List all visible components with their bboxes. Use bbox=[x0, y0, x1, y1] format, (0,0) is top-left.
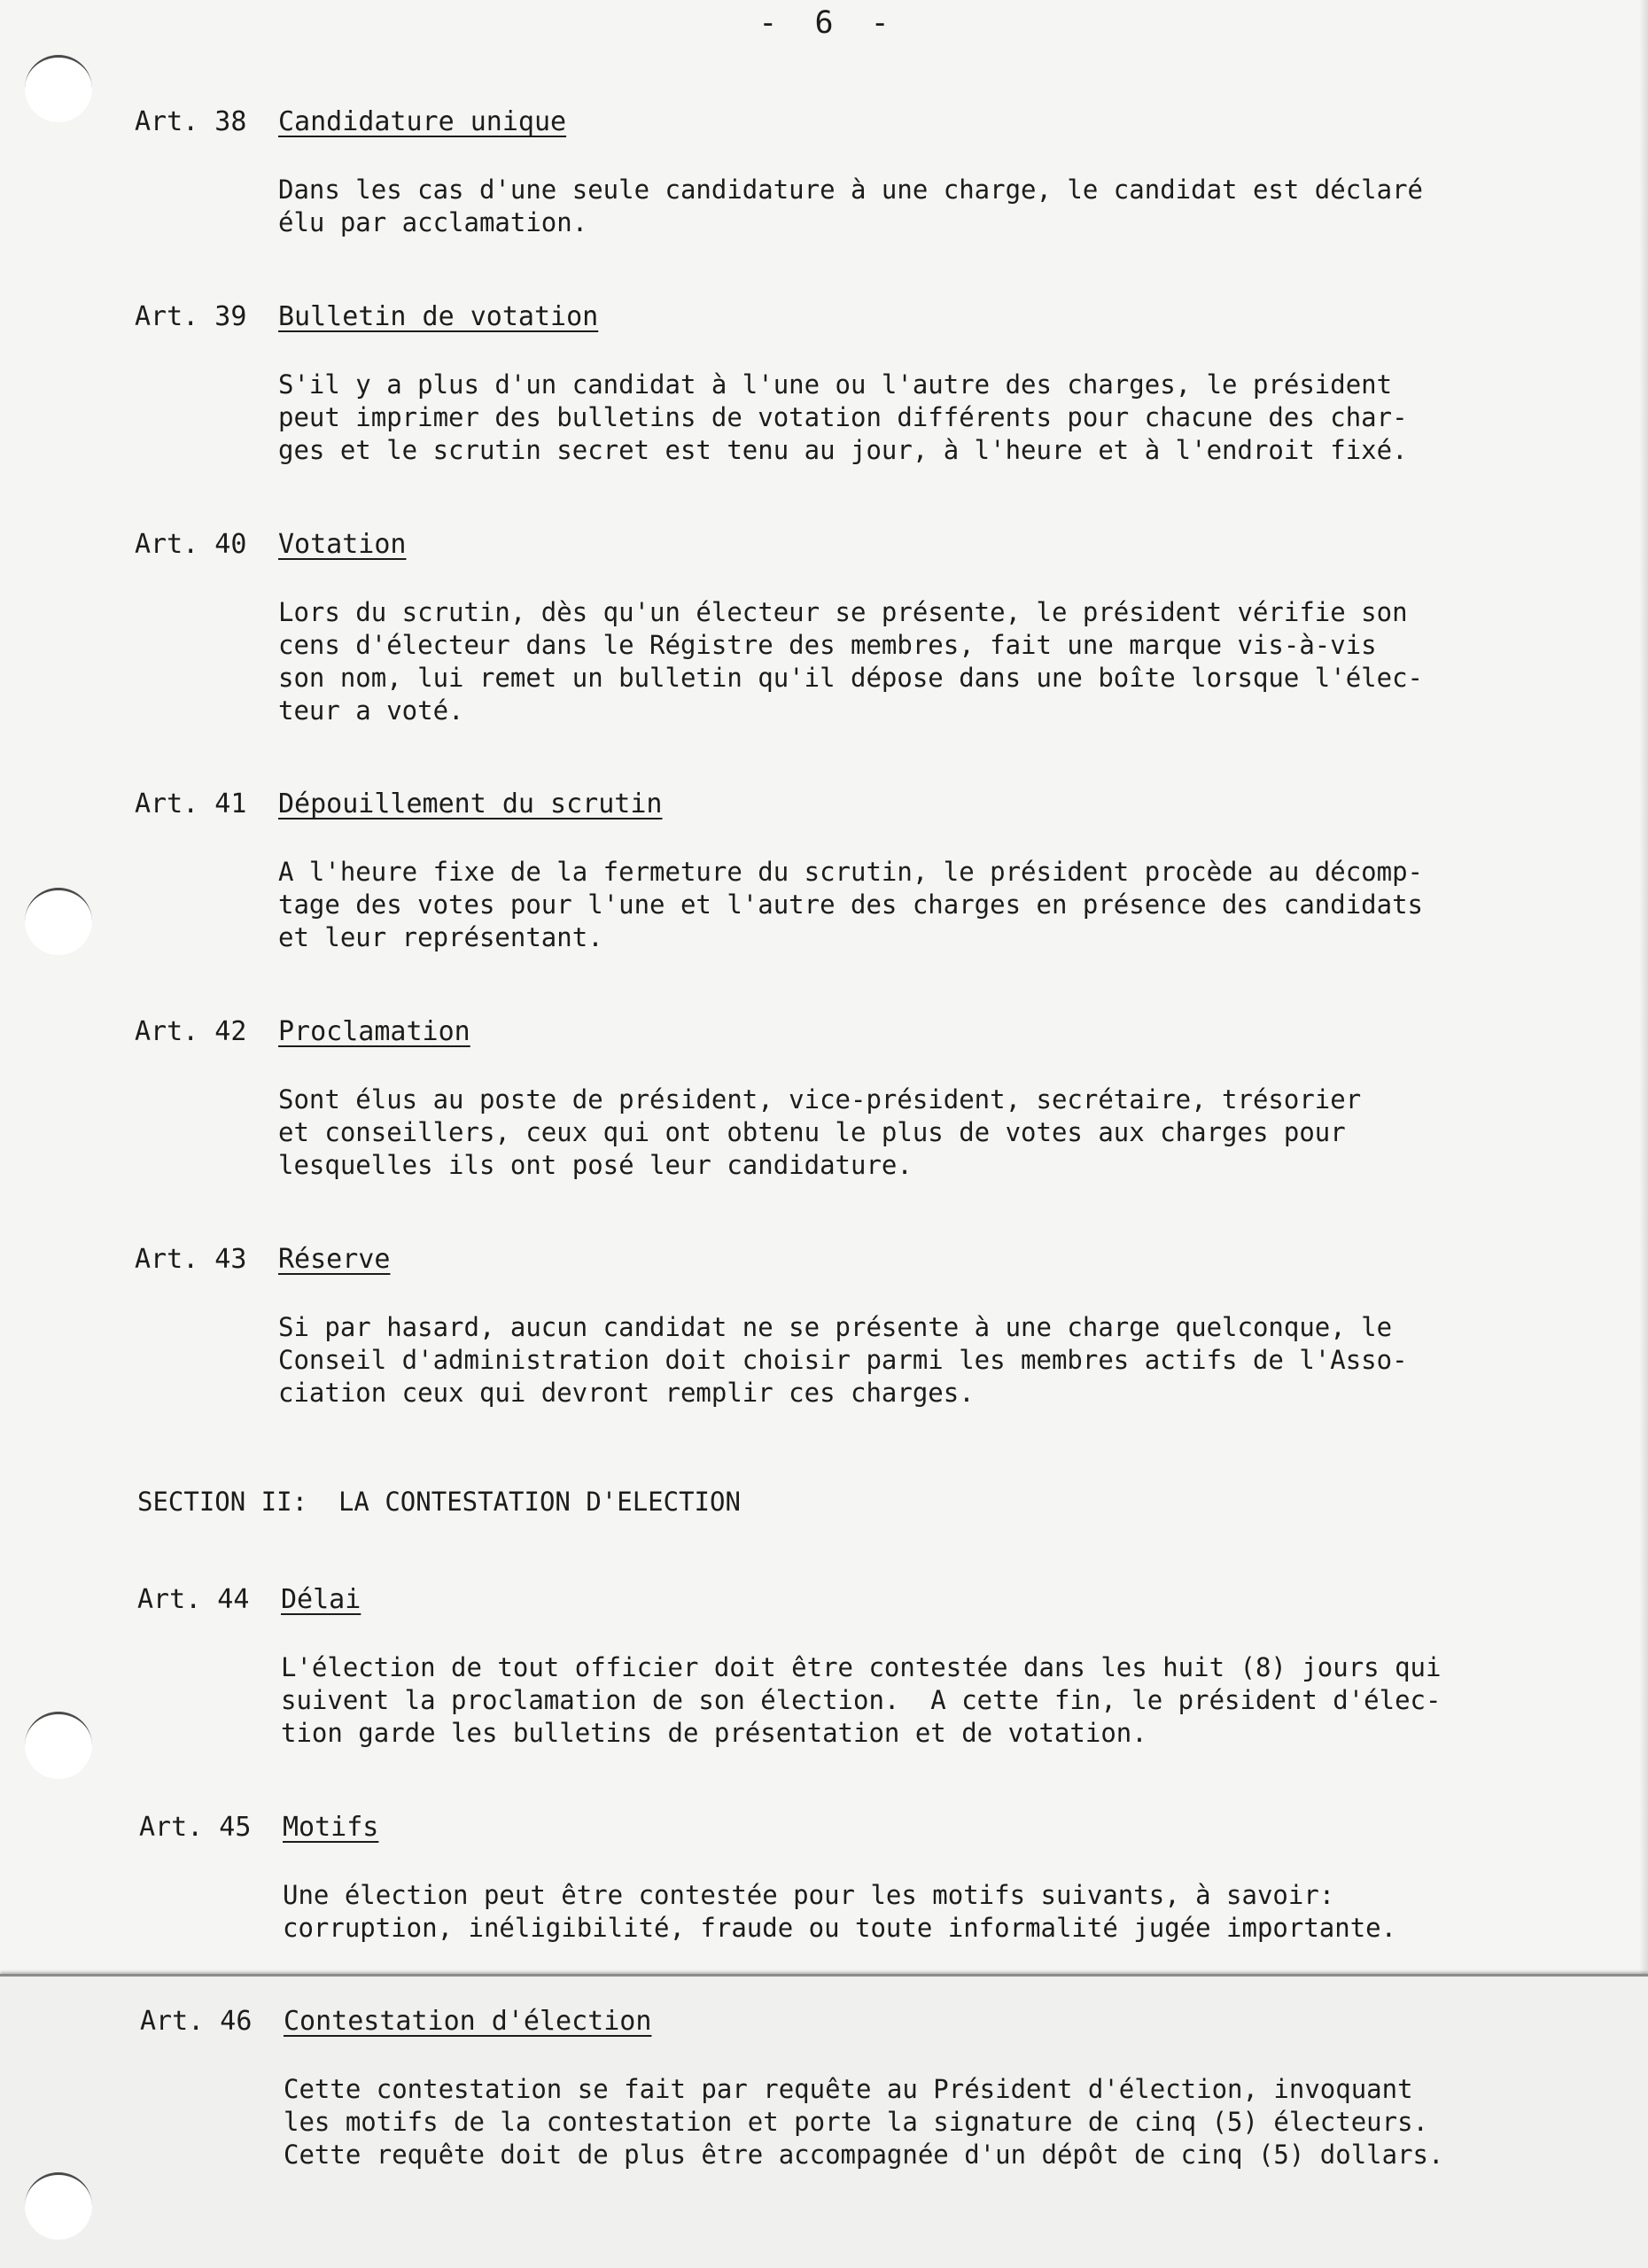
article-header bbox=[135, 1016, 1517, 1053]
article-line: tage des votes pour l'une et l'autre des charges en présence des candidats bbox=[278, 889, 1424, 920]
article-title: Délai bbox=[281, 1584, 361, 1615]
article-line: suivent la proclamation de son élection. A cette fin, le président d'élec- bbox=[281, 1685, 1442, 1715]
article-line: les motifs de la contestation et porte la signature de cinq (5) électeurs. bbox=[284, 2107, 1429, 2137]
page-number: - 6 - bbox=[758, 5, 890, 41]
article-body bbox=[278, 596, 1501, 727]
article-title: Votation bbox=[278, 529, 407, 560]
article-number: Art. 42 bbox=[135, 1016, 247, 1047]
article-line: Cette requête doit de plus être accompagnée d'un dépôt de cinq (5) dollars. bbox=[284, 2140, 1444, 2170]
article-line: ciation ceux qui devront remplir ces charges. bbox=[278, 1378, 975, 1408]
article-41 bbox=[135, 788, 1517, 954]
section-heading: SECTION II: LA CONTESTATION D'ELECTION bbox=[137, 1487, 741, 1517]
article-line: tion garde les bulletins de présentation et de votation. bbox=[281, 1718, 1147, 1748]
article-46 bbox=[140, 2006, 1522, 2171]
article-number: Art. 41 bbox=[135, 788, 247, 819]
article-38 bbox=[135, 106, 1517, 239]
article-header bbox=[137, 1584, 1520, 1621]
article-body bbox=[283, 1879, 1505, 1945]
article-body bbox=[278, 369, 1501, 467]
article-header bbox=[135, 1244, 1517, 1281]
article-line: S'il y a plus d'un candidat à l'une ou l'autre des charges, le président bbox=[278, 369, 1393, 400]
article-title: Contestation d'élection bbox=[284, 2006, 652, 2037]
article-header bbox=[135, 301, 1517, 338]
article-line: corruption, inéligibilité, fraude ou toute informalité jugée importante. bbox=[283, 1913, 1397, 1943]
article-header bbox=[135, 529, 1517, 566]
article-number: Art. 43 bbox=[135, 1244, 247, 1275]
article-body bbox=[284, 2073, 1506, 2171]
punch-hole bbox=[25, 2172, 92, 2240]
article-line: Cette contestation se fait par requête au Président d'élection, invoquant bbox=[284, 2074, 1413, 2104]
article-line: ges et le scrutin secret est tenu au jour, à l'heure et à l'endroit fixé. bbox=[278, 435, 1408, 465]
article-line: Si par hasard, aucun candidat ne se présente à une charge quelconque, le bbox=[278, 1312, 1393, 1342]
article-header bbox=[140, 2006, 1522, 2043]
article-body bbox=[278, 174, 1501, 239]
article-line: Conseil d'administration doit choisir parmi les membres actifs de l'Asso- bbox=[278, 1345, 1408, 1375]
article-line: teur a voté. bbox=[278, 695, 464, 726]
article-number: Art. 38 bbox=[135, 106, 247, 137]
article-number: Art. 39 bbox=[135, 301, 247, 332]
article-line: cens d'électeur dans le Régistre des membres, fait une marque vis-à-vis bbox=[278, 630, 1377, 660]
article-title: Bulletin de votation bbox=[278, 301, 599, 332]
article-title: Réserve bbox=[278, 1244, 391, 1275]
article-line: A l'heure fixe de la fermeture du scrutin, le président procède au décomp- bbox=[278, 857, 1424, 887]
punch-hole bbox=[25, 888, 92, 955]
article-line: lesquelles ils ont posé leur candidature. bbox=[278, 1150, 913, 1180]
article-line: Une élection peut être contestée pour les motifs suivants, à savoir: bbox=[283, 1880, 1335, 1910]
article-number: Art. 46 bbox=[140, 2006, 253, 2037]
punch-hole bbox=[25, 1712, 92, 1779]
article-line: peut imprimer des bulletins de votation différents pour chacune des char- bbox=[278, 402, 1408, 432]
article-body bbox=[278, 1084, 1501, 1182]
article-line: son nom, lui remet un bulletin qu'il dépose dans une boîte lorsque l'élec- bbox=[278, 663, 1424, 693]
article-40 bbox=[135, 529, 1517, 727]
article-body bbox=[278, 856, 1501, 954]
article-line: élu par acclamation. bbox=[278, 207, 588, 237]
article-39 bbox=[135, 301, 1517, 467]
article-number: Art. 44 bbox=[137, 1584, 250, 1615]
article-line: Lors du scrutin, dès qu'un électeur se présente, le président vérifie son bbox=[278, 597, 1408, 627]
article-42 bbox=[135, 1016, 1517, 1182]
article-body bbox=[278, 1311, 1501, 1410]
punch-hole bbox=[25, 55, 92, 122]
article-line: L'élection de tout officier doit être contestée dans les huit (8) jours qui bbox=[281, 1652, 1442, 1682]
article-43 bbox=[135, 1244, 1517, 1410]
article-line: Dans les cas d'une seule candidature à une charge, le candidat est déclaré bbox=[278, 175, 1424, 205]
article-line: Sont élus au poste de président, vice-président, secrétaire, trésorier bbox=[278, 1084, 1362, 1115]
article-number: Art. 40 bbox=[135, 529, 247, 560]
article-body bbox=[281, 1651, 1504, 1750]
article-title: Motifs bbox=[283, 1812, 379, 1843]
article-title: Proclamation bbox=[278, 1016, 470, 1047]
article-title: Candidature unique bbox=[278, 106, 567, 137]
article-header bbox=[135, 788, 1517, 826]
article-45 bbox=[139, 1812, 1521, 1945]
article-line: et conseillers, ceux qui ont obtenu le plus de votes aux charges pour bbox=[278, 1117, 1346, 1147]
article-title: Dépouillement du scrutin bbox=[278, 788, 663, 819]
article-line: et leur représentant. bbox=[278, 922, 603, 952]
article-number: Art. 45 bbox=[139, 1812, 252, 1843]
page-edge-shadow bbox=[1639, 0, 1648, 1974]
article-44 bbox=[137, 1584, 1520, 1750]
article-header bbox=[139, 1812, 1521, 1849]
article-header bbox=[135, 106, 1517, 144]
